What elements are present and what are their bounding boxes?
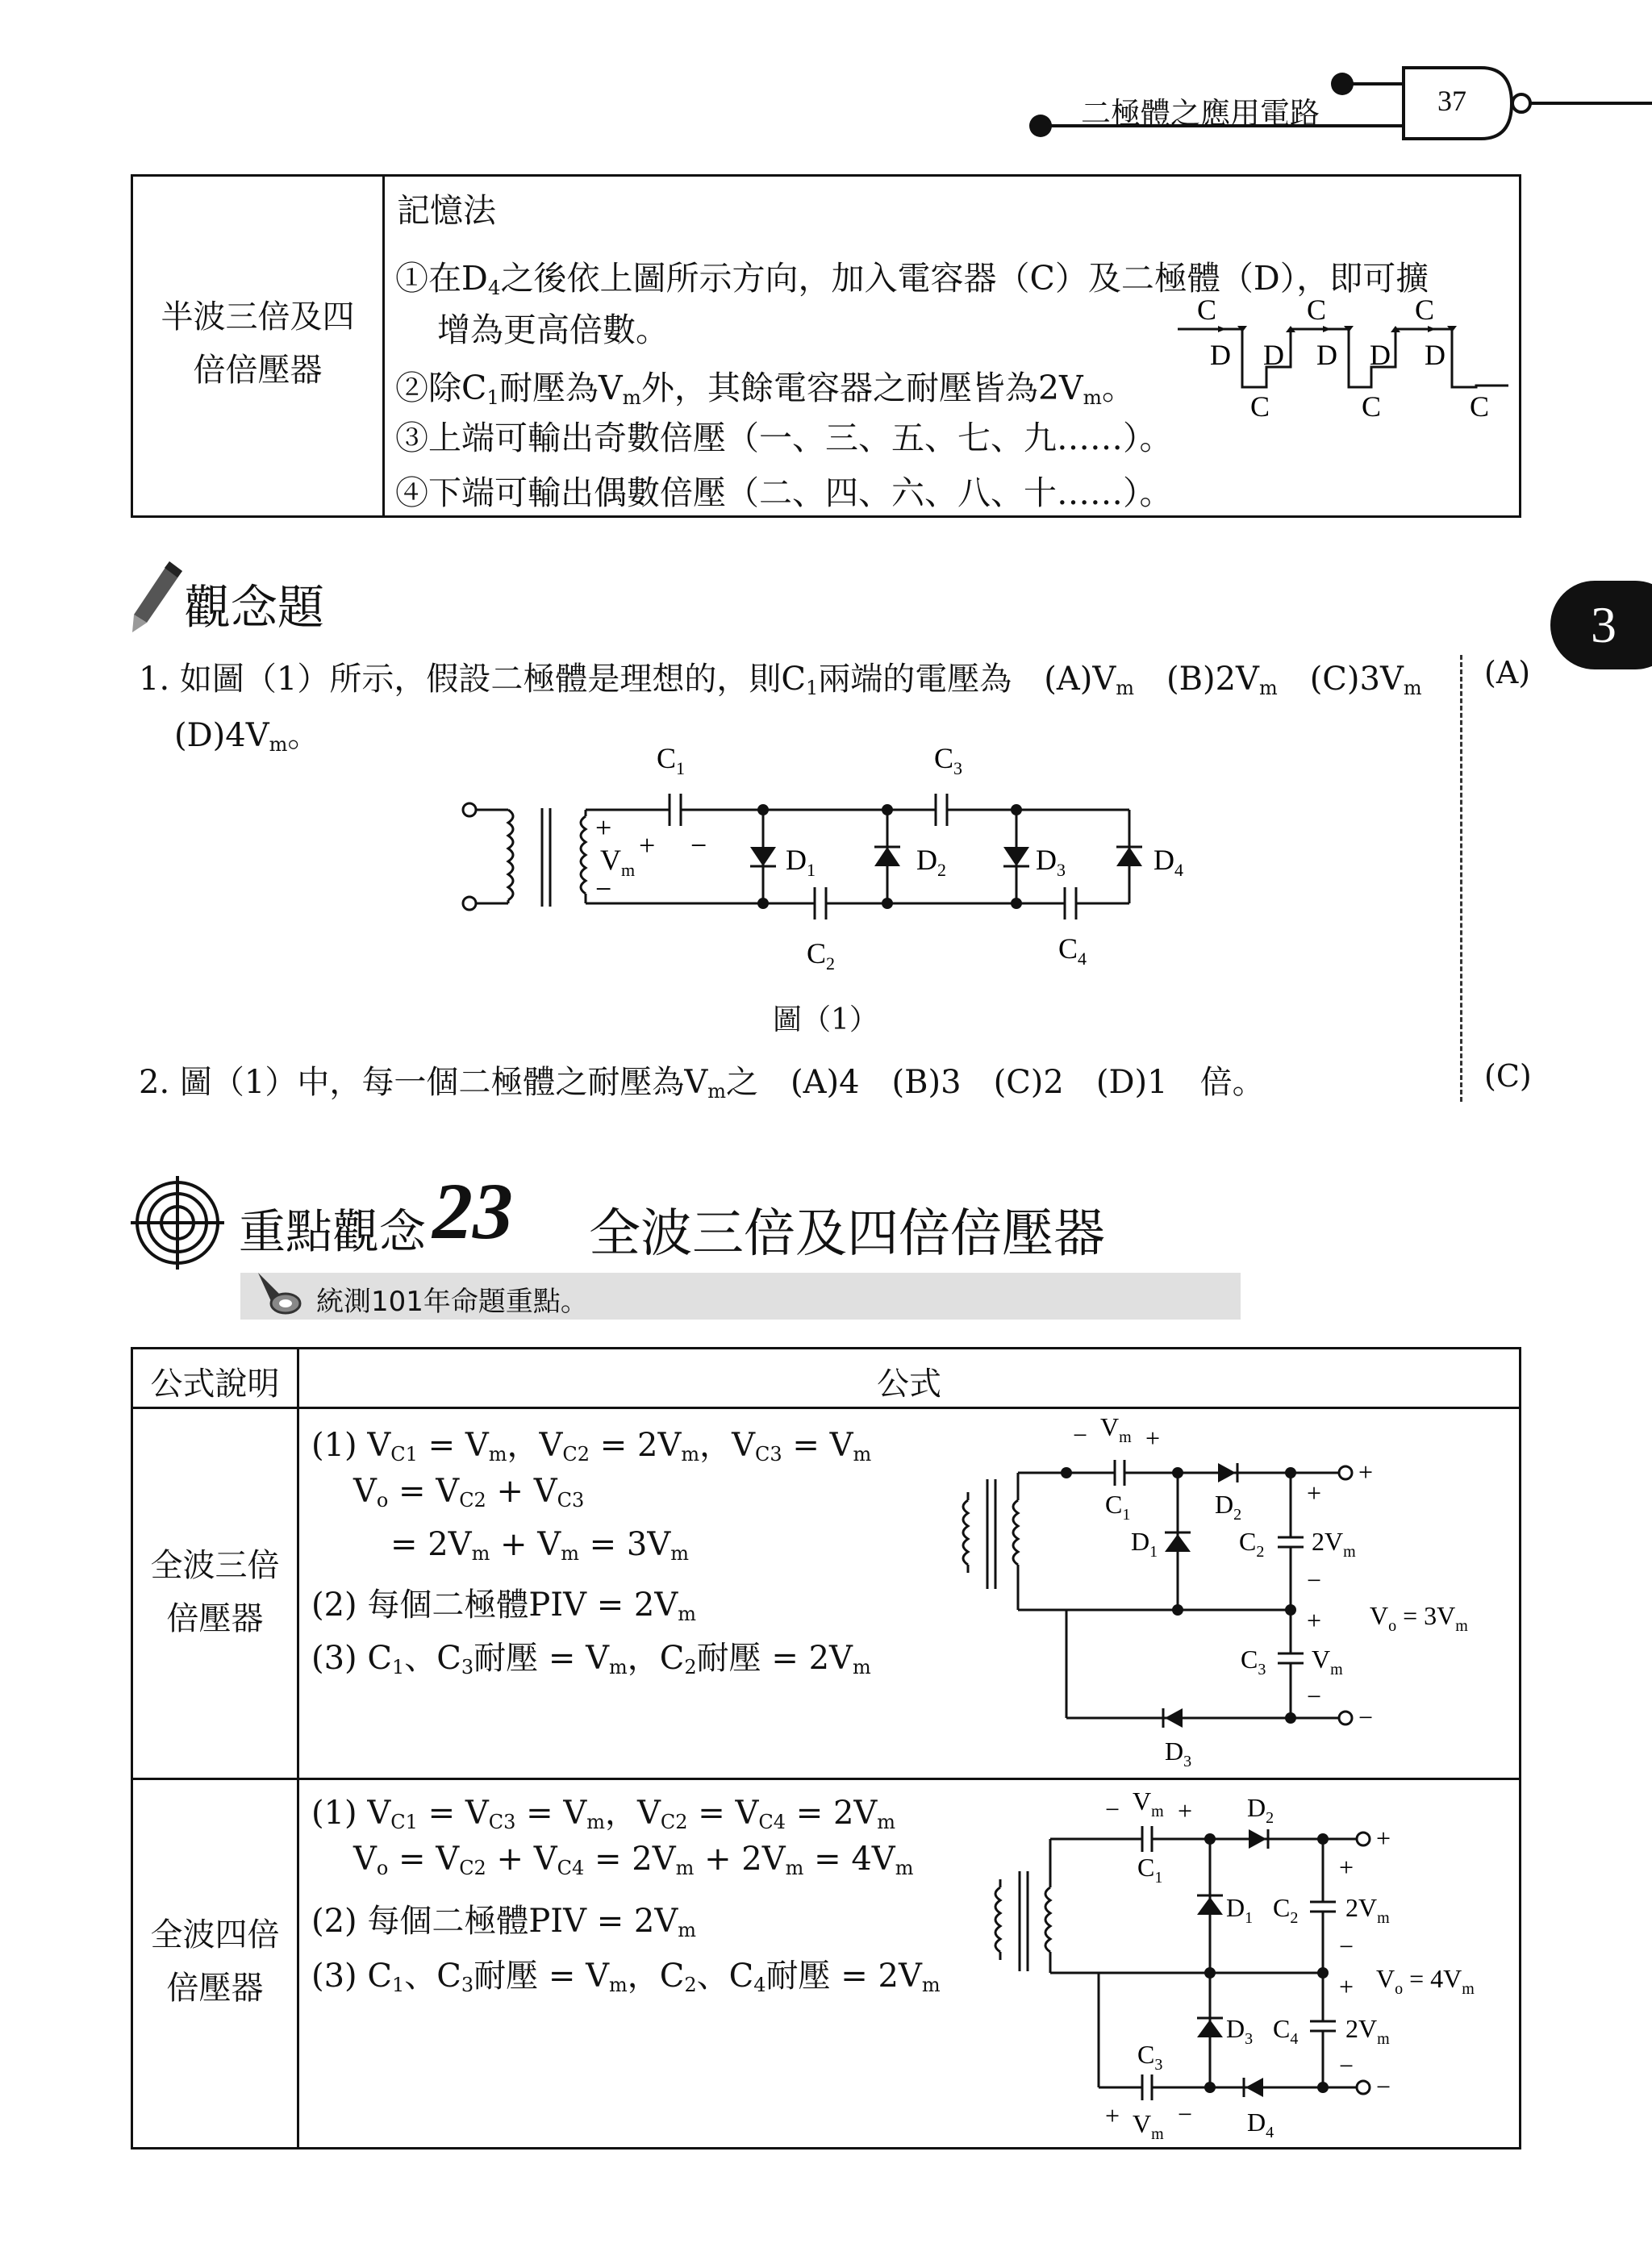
output-plus: + — [1376, 1824, 1391, 1853]
memory-item-4: ④下端可輸出偶數倍壓（二、四、六、八、十……）。 — [395, 473, 1173, 512]
quadrupler-circuit — [984, 1783, 1500, 2145]
c3-label: $C_3$ — [1241, 1645, 1266, 1678]
quadrupler-formula-4: (3) $C_1$、$C_3$耐壓 = $V_m$，$C_2$、$C_4$耐壓 = $2V_m$ — [311, 1958, 941, 1996]
mini-c-label: C — [1307, 294, 1327, 326]
vm-plus: + — [1105, 2101, 1120, 2130]
page-number: 37 — [1437, 85, 1466, 117]
mini-d-label: D — [1263, 339, 1284, 371]
mini-c-label: C — [1415, 294, 1435, 326]
key-concept-prefix: 重點觀念 — [239, 1204, 427, 1259]
label-line: 半波三倍及四 — [161, 298, 355, 336]
mini-d-label: D — [1210, 339, 1231, 371]
c1-label: $C_1$ — [1137, 1853, 1163, 1887]
memory-item-2: ②除$C_1$耐壓為$V_m$外，其餘電容器之耐壓皆為$2V_m$。 — [395, 369, 1135, 410]
label-line: 全波四倍 — [150, 1916, 280, 1954]
pencil-icon — [129, 558, 186, 634]
figure-1-caption: 圖（1） — [773, 1003, 878, 1036]
memory-item-1-cont: 增為更高倍數。 — [437, 311, 669, 349]
cd-staircase-diagram — [1170, 290, 1516, 427]
c2-minus: − — [1339, 1932, 1354, 1961]
vm-plus: + — [1178, 1796, 1193, 1825]
vo-label: $V_o = 4V_m$ — [1376, 1964, 1475, 1998]
d3-label: $D_3$ — [1036, 844, 1066, 880]
c2-minus: − — [1307, 1566, 1322, 1595]
tripler-circuit — [952, 1411, 1500, 1774]
c2-label: $C_2$ — [1239, 1527, 1265, 1561]
table-row-label — [133, 290, 382, 397]
table-divider — [382, 174, 385, 518]
d3-label: $D_3$ — [1226, 2014, 1254, 2048]
vm-label: $V_m$ — [600, 844, 636, 880]
mini-d-label: D — [1370, 339, 1391, 371]
output-plus: + — [1358, 1457, 1374, 1487]
mini-d-label: D — [1316, 339, 1337, 371]
label-line: 倍倍壓器 — [193, 352, 323, 389]
question-1: 1. 如圖（1）所示，假設二極體是理想的，則$C_1$兩端的電壓為 $(A)V_m$ $(B)2V_m$ $(C)3V_m$ — [139, 661, 1422, 699]
c4-plus: + — [1339, 1972, 1354, 2001]
vm-minus: − — [1073, 1420, 1088, 1449]
mini-c-label: C — [1250, 390, 1270, 423]
vm-minus: − — [1178, 2099, 1193, 2129]
c2-plus: + — [1307, 1478, 1322, 1507]
secondary-plus: + — [595, 811, 612, 844]
label-line: 倍壓器 — [166, 1970, 264, 2007]
tripler-label — [133, 1539, 297, 1645]
mini-c-label: C — [1197, 294, 1217, 326]
c1-label: $C_1$ — [1105, 1490, 1131, 1524]
d2-label: $D_2$ — [916, 844, 946, 880]
table-divider — [131, 1407, 1521, 1409]
quadrupler-formula-2: $V_o = V_{C2} + V_{C4} = 2V_m + 2V_m = 4V_m$ — [353, 1841, 914, 1879]
c2-label: $C_2$ — [807, 937, 836, 974]
output-minus: − — [1358, 1703, 1374, 1732]
tripler-formula-3: = $2V_m + V_m = 3V_m$ — [390, 1526, 689, 1565]
memory-item-3: ③上端可輸出奇數倍壓（一、三、五、七、九……）。 — [395, 419, 1173, 457]
question-1-cont: $(D)4V_m$。 — [174, 717, 320, 756]
d2-label: $D_2$ — [1247, 1793, 1274, 1827]
target-icon — [129, 1174, 226, 1271]
vm-plus: + — [1145, 1424, 1161, 1453]
answer-divider — [1460, 655, 1462, 1102]
d3-label: $D_3$ — [1165, 1737, 1192, 1770]
vo-label: $V_o = 3V_m$ — [1370, 1601, 1468, 1635]
answer-1: (A) — [1484, 655, 1531, 690]
tripler-formula-5: (3) $C_1$、$C_3$耐壓 = $V_m$，$C_2$耐壓 = $2V_m$ — [311, 1640, 871, 1678]
mini-c-label: C — [1470, 390, 1490, 423]
mini-c-label: C — [1362, 390, 1382, 423]
memory-item-1: ①在$D_4$之後依上圖所示方向，加入電容器（C）及二極體（D），即可擴 — [395, 259, 1429, 300]
key-concept-number: 23 — [432, 1166, 513, 1256]
tripler-formula-2: $V_o = V_{C2} + V_{C3}$ — [353, 1473, 585, 1512]
c1-minus: − — [690, 829, 707, 861]
quadrupler-formula-3: (2) 每個二極體PIV = $2V_m$ — [311, 1903, 697, 1941]
concept-title: 觀念題 — [184, 580, 325, 635]
c3-label: $C_3$ — [1137, 2040, 1163, 2074]
label-line: 全波三倍 — [150, 1547, 280, 1584]
c4-label: $C_4$ — [1058, 932, 1087, 969]
table-header-description: 公式說明 — [150, 1366, 280, 1403]
c2-plus: + — [1339, 1853, 1354, 1882]
c1-label: $C_1$ — [657, 742, 686, 778]
vm-label: $V_m$ — [1133, 2109, 1164, 2143]
c4-voltage: $2V_m$ — [1345, 2014, 1390, 2048]
memory-heading: 記憶法 — [397, 191, 496, 230]
c3-minus: − — [1307, 1682, 1322, 1711]
table-header-formula: 公式 — [877, 1366, 941, 1403]
tripler-formula-4: (2) 每個二極體PIV = $2V_m$ — [311, 1587, 697, 1625]
d2-label: $D_2$ — [1215, 1490, 1242, 1524]
c1-plus: + — [639, 829, 656, 861]
vm-label: $V_m$ — [1133, 1787, 1164, 1820]
table-divider — [131, 1778, 1521, 1780]
secondary-minus: − — [595, 873, 612, 905]
d4-label: $D_4$ — [1247, 2108, 1274, 2141]
d1-label: $D_1$ — [786, 844, 816, 880]
header-decoration — [0, 0, 1652, 161]
d1-label: $D_1$ — [1131, 1527, 1158, 1561]
answer-2: (C) — [1484, 1058, 1532, 1094]
c2-voltage: $2V_m$ — [1312, 1527, 1356, 1561]
c3-plus: + — [1307, 1606, 1322, 1635]
question-2: 2. 圖（1）中，每一個二極體之耐壓為$V_m$之 (A)4 (B)3 (C)2 (D)1 倍。 — [139, 1064, 1265, 1103]
tripler-formula-1: (1) $V_{C1} = V_m$，$V_{C2} = 2V_m$，$V_{C3} = V_m$ — [311, 1427, 872, 1466]
quadrupler-label — [133, 1908, 297, 2015]
mini-d-label: D — [1425, 339, 1446, 371]
c2-voltage: $2V_m$ — [1345, 1893, 1390, 1927]
c3-label: $C_3$ — [934, 742, 963, 778]
key-concept-note: 統測101年命題重點。 — [316, 1286, 588, 1318]
quadrupler-formula-1: (1) $V_{C1} = V_{C3} = V_m$，$V_{C2} = V_{C4} = 2V_m$ — [311, 1795, 896, 1833]
chapter-tab: 3 — [1550, 581, 1652, 669]
output-minus: − — [1376, 2072, 1391, 2101]
c4-minus: − — [1339, 2051, 1354, 2080]
figure-1-circuit — [452, 736, 1210, 978]
c3-voltage: $V_m$ — [1312, 1645, 1343, 1678]
table-divider — [297, 1347, 299, 2150]
d1-label: $D_1$ — [1226, 1893, 1254, 1927]
vm-minus: − — [1105, 1795, 1120, 1824]
d4-label: $D_4$ — [1153, 844, 1183, 880]
key-concept-title: 全波三倍及四倍倍壓器 — [589, 1204, 1105, 1264]
c2-label: $C_2$ — [1273, 1893, 1299, 1927]
vm-label: $V_m$ — [1100, 1412, 1132, 1446]
c4-label: $C_4$ — [1273, 2014, 1299, 2048]
header-title: 二極體之應用電路 — [1081, 96, 1320, 131]
label-line: 倍壓器 — [166, 1600, 264, 1637]
speaker-icon — [253, 1266, 303, 1320]
